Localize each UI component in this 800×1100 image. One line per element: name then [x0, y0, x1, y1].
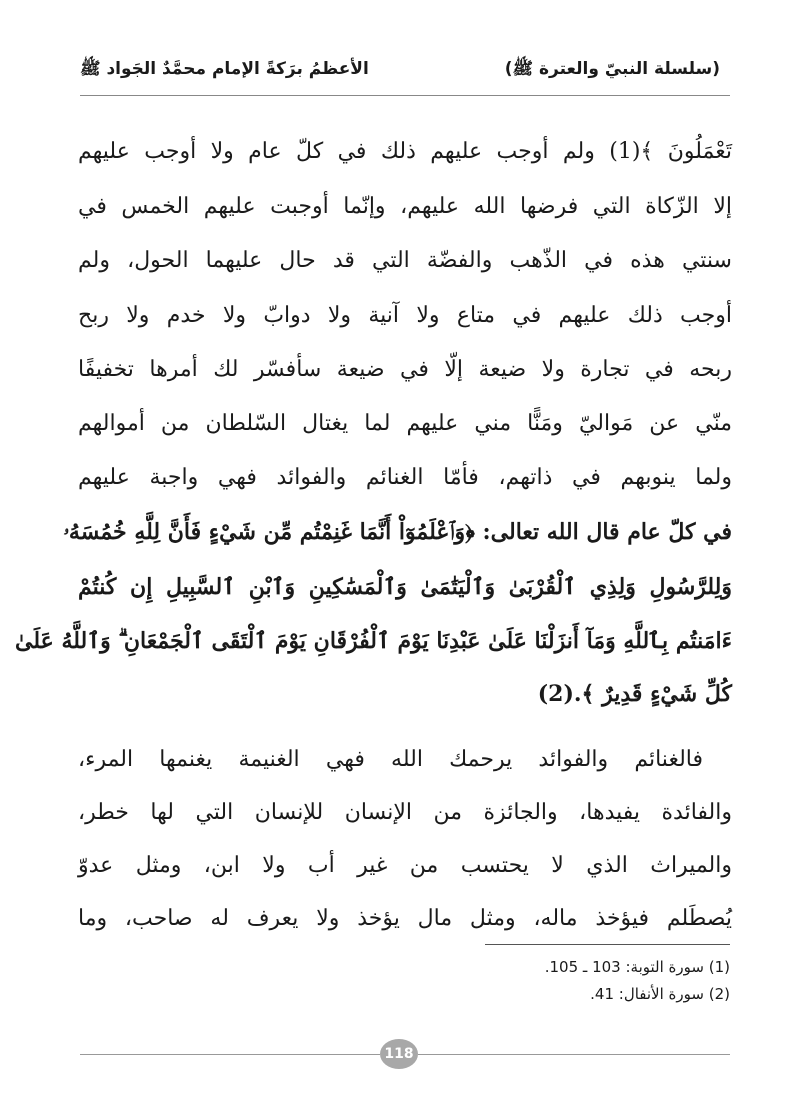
body-line: فالغنائم والفوائد يرحمك الله فهي الغنيمة يغنمها المرء،	[78, 747, 703, 772]
body-line: ربحه في تجارة ولا ضيعة إلّا في ضيعة سأفسّر لك أمرها تخفيفًا	[78, 357, 732, 382]
header-book-title: الأعظمُ برَكةً الإمام محمَّدٌ الجَواد ﷺ	[80, 59, 369, 79]
body-line: سنتي هذه في الذّهب والفضّة التي قد حال عليهما الحول، ولم	[78, 248, 732, 273]
quran-verse-line: ءَامَنتُم بِٱللَّهِ وَمَآ أَنزَلْنَا عَلَىٰ عَبْدِنَا يَوْمَ ٱلْفُرْقَانِ يَوْمَ ٱلْتَقَى ٱلْجَمْعَانِ ۗ وَٱللَّهُ عَلَىٰ	[15, 628, 732, 654]
quran-verse-line: في كلّ عام قال الله تعالى: ﴿وَٱعْلَمُوٓاْ أَنَّمَا غَنِمْتُم مِّن شَيْءٍ فَأَنَّ لِلَّهِ خُمُسَهُۥ	[63, 519, 732, 545]
footer-rule-right	[418, 1054, 730, 1055]
body-line: إلا الزّكاة التي فرضها الله عليهم، وإنّما أوجبت عليهم الخمس في	[78, 194, 732, 219]
body-line: ولما ينوبهم في ذاتهم، فأمّا الغنائم والفوائد فهي واجبة عليهم	[78, 465, 732, 490]
body-line: يُصطَلم فيؤخذ ماله، ومثل مال يؤخذ ولا يعرف له صاحب، وما	[78, 906, 732, 931]
body-line: منّي عن مَواليّ ومَنًّا مني عليهم لما يغتال السّلطان من أموالهم	[78, 411, 732, 436]
footnote: (2) سورة الأنفال: 41.	[590, 985, 730, 1003]
quran-verse-line: وَلِلرَّسُولِ وَلِذِي ٱلْقُرْبَىٰ وَٱلْيَتَٰمَىٰ وَٱلْمَسَٰكِينِ وَٱبْنِ ٱلسَّبِيلِ إِن كُنتُمْ	[78, 574, 732, 600]
footnote: (1) سورة التوبة: 103 ـ 105.	[544, 958, 730, 976]
footer-rule-left	[80, 1054, 380, 1055]
body-line: تَعْمَلُونَ ﴾(1) ولم أوجب عليهم ذلك في كلّ عام ولا أوجب عليهم	[78, 139, 732, 164]
header-rule	[80, 95, 730, 96]
header-series-title: (سلسلة النبيّ والعترة ﷺ)	[504, 59, 720, 79]
footnote-rule	[485, 944, 730, 945]
body-line: أوجب ذلك عليهم في متاع ولا آنية ولا دوابّ ولا خدم ولا ربح	[78, 303, 732, 328]
quran-verse-line: كُلِّ شَيْءٍ قَدِيرٌ ﴾.(2)	[537, 681, 732, 707]
body-line: والفائدة يفيدها، والجائزة من الإنسان للإنسان التي لها خطر،	[78, 800, 732, 825]
page-number: 118	[380, 1039, 418, 1069]
body-line: والميراث الذي لا يحتسب من غير أب ولا ابن، ومثل عدوّ	[78, 853, 732, 878]
